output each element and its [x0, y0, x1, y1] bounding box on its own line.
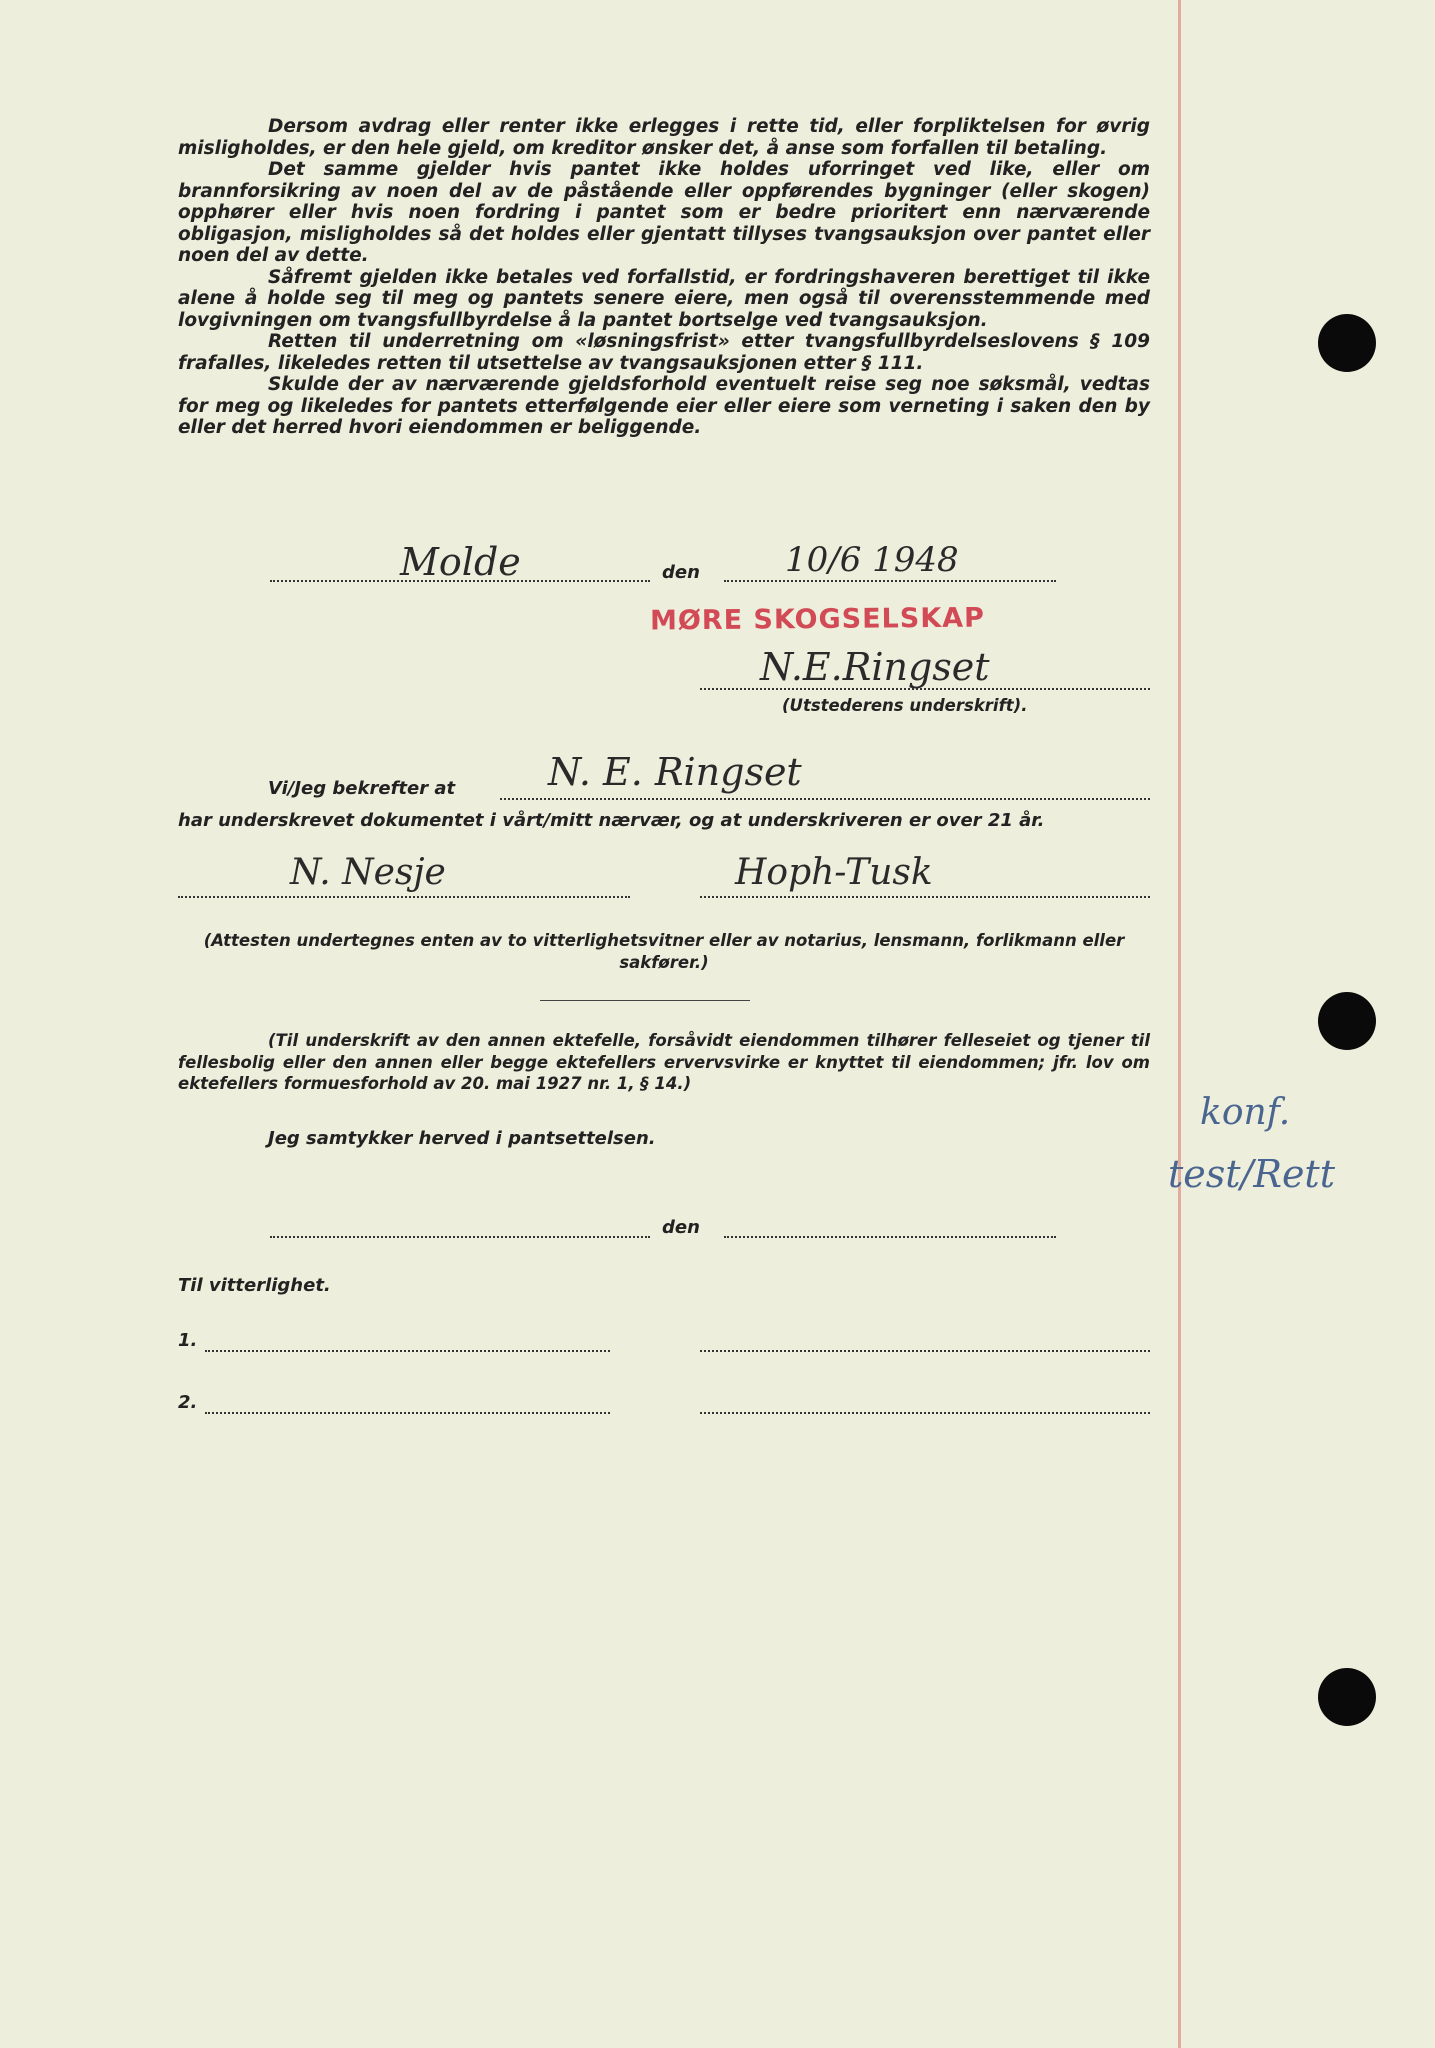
witness-line-1a [205, 1350, 610, 1352]
place-handwritten: Molde [400, 540, 521, 584]
margin-note-line1: konf. [1200, 1092, 1291, 1133]
confirm-label: Vi/Jeg bekrefter at [268, 778, 456, 799]
paragraph-notice: Retten til underretning om «løsningsfrist» etter tvangsfullbyrdelseslovens § 109 frafalles, likeledes retten til utsettelse av tvangsauksjonen etter § 111. [178, 331, 1150, 374]
punch-hole [1318, 314, 1376, 372]
company-stamp: MØRE SKOGSELSKAP [649, 602, 986, 637]
date-line [724, 580, 1056, 582]
issuer-signature: N.E.Ringset [760, 645, 990, 689]
witness-line-2b [700, 1412, 1150, 1414]
witness1-line [178, 896, 630, 898]
consent-text: Jeg samtykker herved i pantsettelsen. [268, 1128, 656, 1149]
witness-number-1: 1. [178, 1330, 198, 1351]
margin-rule [1178, 0, 1181, 2048]
spouse-date-line [724, 1236, 1056, 1238]
punch-hole [1318, 992, 1376, 1050]
spouse-den-label: den [662, 1217, 700, 1238]
witness2-signature: Hoph-Tusk [735, 852, 933, 893]
den-label: den [662, 562, 700, 583]
confirmed-name-handwritten: N. E. Ringset [548, 750, 802, 794]
confirm-name-line [500, 798, 1150, 800]
separator-line [540, 1000, 750, 1001]
witness-number-2: 2. [178, 1392, 198, 1413]
spouse-place-line [270, 1236, 650, 1238]
paragraph-forced-sale: Såfremt gjelden ikke betales ved forfallstid, er fordringshaveren berettiget til ikke alene å holde seg til meg og pantets senere eiere, men også til overensstemmende med lovgivningen om tvangsfullbyrdelse å la pantet bortselge ved tvangsauksjon. [178, 266, 1150, 331]
witnesses-title: Til vitterlighet. [178, 1275, 331, 1296]
terms-text [178, 116, 1150, 439]
witness-line-1b [700, 1350, 1150, 1352]
punch-hole [1318, 1668, 1376, 1726]
confirm-statement: har underskrevet dokumentet i vårt/mitt nærvær, og at underskriveren er over 21 år. [178, 810, 1045, 831]
paragraph-deterioration: Det samme gjelder hvis pantet ikke holdes uforringet ved like, eller om brannforsikring av noen del av de påstående eller oppførendes bygninger (eller skogen) opphører eller hvis noen fordring i pantet som er bedre prioritert enn nærværende obligasjon, misligholdes så det holdes eller gjentatt tillyses tvangsauksjon over pantet eller noen del av dette. [178, 159, 1150, 266]
spouse-note: (Til underskrift av den annen ektefelle, forsåvidt eiendommen tilhører felleseiet og tjener til fellesbolig eller den annen eller begge ektefellers ervervsvirke er knyttet til eiendommen; jfr. lov om ektefellers formuesforhold av 20. mai 1927 nr. 1, § 14.) [178, 1031, 1150, 1093]
attestation-note: (Attesten undertegnes enten av to vitterlighetsvitner eller av notarius, lensmann, forlikmann eller sakfører.) [203, 931, 1125, 972]
witness-line-2a [205, 1412, 610, 1414]
witness2-line [700, 896, 1150, 898]
date-handwritten: 10/6 1948 [785, 540, 959, 580]
issuer-caption: (Utstederens underskrift). [782, 696, 1028, 715]
witness1-signature: N. Nesje [290, 852, 446, 893]
paragraph-default: Dersom avdrag eller renter ikke erlegges i rette tid, eller forpliktelsen for øvrig misligholdes, er den hele gjeld, om kreditor ønsker det, å anse som forfallen til betaling. [178, 116, 1150, 159]
paragraph-venue: Skulde der av nærværende gjeldsforhold eventuelt reise seg noe søksmål, vedtas for meg og likeledes for pantets etterfølgende eier eller eiere som verneting i saken den by eller det herred hvori eiendommen er beliggende. [178, 374, 1150, 438]
margin-note-line2: test/Rett [1168, 1152, 1335, 1196]
